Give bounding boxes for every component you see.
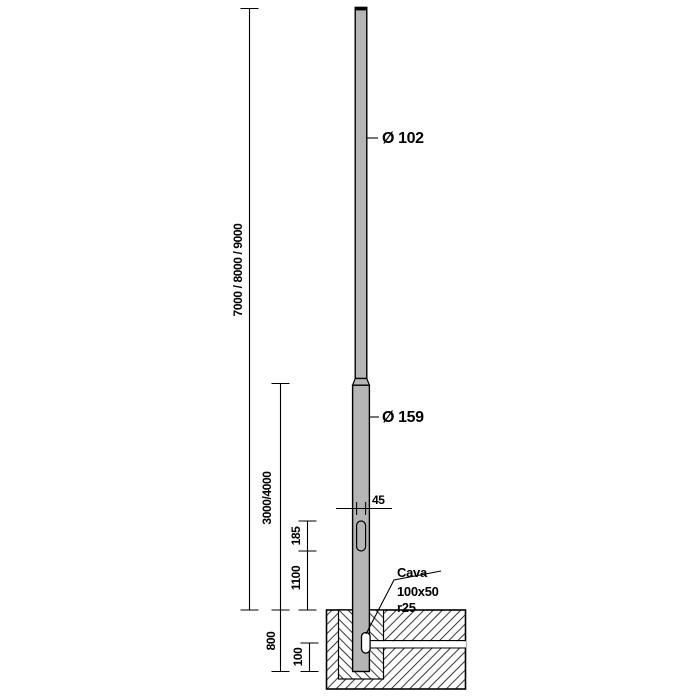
dim-lower-section xyxy=(260,384,290,672)
dim-total-height xyxy=(231,9,259,611)
hand-hole-slot xyxy=(357,521,366,551)
cable-slot-note-radius: r25 xyxy=(397,600,416,615)
dim-slotwidth-label: 45 xyxy=(372,493,385,507)
dim-burial-label: 800 xyxy=(264,631,278,651)
dim-base-clearance xyxy=(291,643,319,672)
dim-total-label: 7000 / 8000 / 9000 xyxy=(231,223,245,317)
cable-slot-note-size: 100x50 xyxy=(397,584,439,599)
dim-hand-hole xyxy=(289,521,317,610)
dim-base-label: 100 xyxy=(291,647,305,667)
pole-top-cap xyxy=(355,7,368,11)
diameter-callouts xyxy=(367,130,424,426)
foundation-block xyxy=(327,610,467,689)
dim-handhole-height-label: 185 xyxy=(289,526,303,546)
dim-handhole-ground-label: 1100 xyxy=(289,565,303,591)
dia-bottom-label: Ø 159 xyxy=(382,409,424,426)
dia-top-label: Ø 102 xyxy=(382,130,424,147)
pole xyxy=(353,7,371,672)
pole-taper-joint xyxy=(353,379,370,386)
cable-entry-slot xyxy=(362,633,371,654)
cable-slot-note-name: Cava xyxy=(397,565,427,580)
cable-conduit xyxy=(370,641,467,647)
dim-lower-label: 3000/4000 xyxy=(260,471,274,525)
pole-top-tube xyxy=(355,8,367,379)
